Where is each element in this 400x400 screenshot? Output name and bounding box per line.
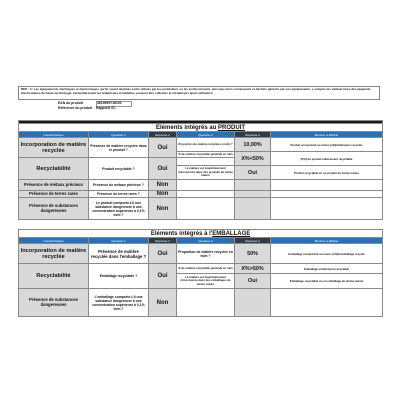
row-question1: Le produit comporte-t-il une substance dangereuse à une concentration supérieure à 0,1% m/m ? (89, 198, 149, 220)
row-mention: Emballage recyclable en un emballage de même nature (271, 274, 383, 289)
table-row (19, 180, 383, 191)
document-sheet (18, 86, 382, 314)
row-question2: Proportion de matière recyclée en m/m ? (177, 138, 235, 152)
row-question2: Proportion de matière recyclée en m/m ? (177, 244, 235, 264)
table-row (19, 244, 383, 264)
intro-text: REP : 'L' Les équipements électriques et électroniques, qu'ils soient destinés à être utilisés par les particuliers ou les professionnels, ainsi que leurs composants et déchets générés par ces équipements, y compris les métaux rares des appareils électroniques de haute technologie, particulièrement les téléphones et tablettes, peuvent être collectés et réemployés après utilisation (18, 86, 380, 100)
row-label: Présence de métaux précieux (19, 180, 89, 191)
hdr-reponse1: Réponse 1 (149, 132, 177, 138)
row-mention: Emballage comportant au moins [x%]d'emballage recyclé (271, 244, 383, 264)
row-question1: Présence de matière recyclée dans le produit ? (89, 138, 149, 158)
row-label: Recyclabilité (19, 158, 89, 180)
row-answer1: Oui (149, 264, 177, 289)
hdr-question1: Question 1 (89, 132, 149, 138)
row-question1: L'emballage comporte-t-il une substance dangereuse à une concentration supérieure à 0,1% m/m ? (89, 289, 149, 317)
hdr-mention: Mention à afficher (271, 238, 383, 244)
row-question1: Emballage recyclable ? (89, 264, 149, 289)
row-answer2: Oui (235, 274, 271, 289)
table-row (19, 264, 383, 274)
hdr-mention: Mention à afficher (271, 132, 383, 138)
product-section-title: Eléments intégrés au PRODUIT (19, 124, 383, 132)
row-answer1: Oui (149, 158, 177, 180)
product-table (18, 120, 383, 220)
ref-value: Rapporti VC (96, 106, 116, 110)
hdr-reponse2: Réponse 2 (235, 132, 271, 138)
hdr-question2: Question 2 (177, 132, 235, 138)
row-answer1: Non (149, 198, 177, 220)
table-row (19, 198, 383, 220)
row-mention: [X%] du produit entièrement recyclable (271, 152, 383, 166)
packaging-section-title: Eléments intégrés à l'EMBALLAGE (19, 230, 383, 238)
row-question1: Présence de terres rares ? (89, 191, 149, 198)
product-title-word: PRODUIT (218, 124, 246, 131)
hdr-question2: Question 2 (177, 238, 235, 244)
row-mention: Produit recyclable en un produit de même nature (271, 166, 383, 180)
row-answer1: Oui (149, 138, 177, 158)
row-label: Incorporation de matière recyclée (19, 138, 89, 158)
row-label: Présence de substances dangereuses (19, 198, 89, 220)
ref-label: Référence du produit (58, 106, 93, 110)
hdr-reponse1: Réponse 1 (149, 238, 177, 244)
row-answer2: Oui (235, 166, 271, 180)
row-question1: Présence de métaux précieux ? (89, 180, 149, 191)
row-label: Présence de substances dangereuses (19, 289, 89, 317)
row-label: Recyclabilité (19, 264, 89, 289)
ref-row (58, 106, 116, 111)
row-label: Présence de terres rares (19, 191, 89, 198)
row-question1: Produit recyclable ? (89, 158, 149, 180)
table-row (19, 138, 383, 152)
row-mention: Emballage entièrement recyclable (271, 264, 383, 274)
hdr-reponse2: Réponse 2 (235, 238, 271, 244)
row-label: Incorporation de matière recyclée (19, 244, 89, 264)
table-row (19, 191, 383, 198)
packaging-title-word: EMBALLAGE (212, 230, 251, 237)
row-answer1: Non (149, 180, 177, 191)
hdr-question1: Question 1 (89, 238, 149, 244)
packaging-table (18, 229, 383, 317)
table-row (19, 289, 383, 317)
row-question2: % de matière recyclable générale en m/m (178, 151, 233, 156)
ean-value: 3615959716103 (96, 101, 132, 107)
ean-label: EAN du produit (58, 101, 83, 105)
row-answer1: Non (149, 191, 177, 198)
row-answer2: X%<50% (235, 152, 271, 166)
row-question2: % de matière recyclable générale en m/m (177, 264, 235, 274)
row-answer2: 50% (235, 244, 271, 264)
row-question2: La matière est majoritairement réincorporée dans des produits de même nature (177, 166, 235, 180)
row-mention: Produit comportant au moins [x%]d'éléments recyclés (271, 138, 383, 152)
row-answer2: X%>50% (235, 264, 271, 274)
row-question1: Présence de matière recyclée dans l'emballage ? (89, 244, 149, 264)
hdr-caracteristique: Caractéristique (19, 132, 89, 138)
row-answer2: 10,00% (235, 138, 271, 152)
row-question2: La matière est majoritairement réincorporée dans des emballages de même nature (177, 274, 235, 289)
row-answer1: Oui (149, 244, 177, 264)
hdr-caracteristique: Caractéristique (19, 238, 89, 244)
row-answer1: Non (149, 289, 177, 317)
